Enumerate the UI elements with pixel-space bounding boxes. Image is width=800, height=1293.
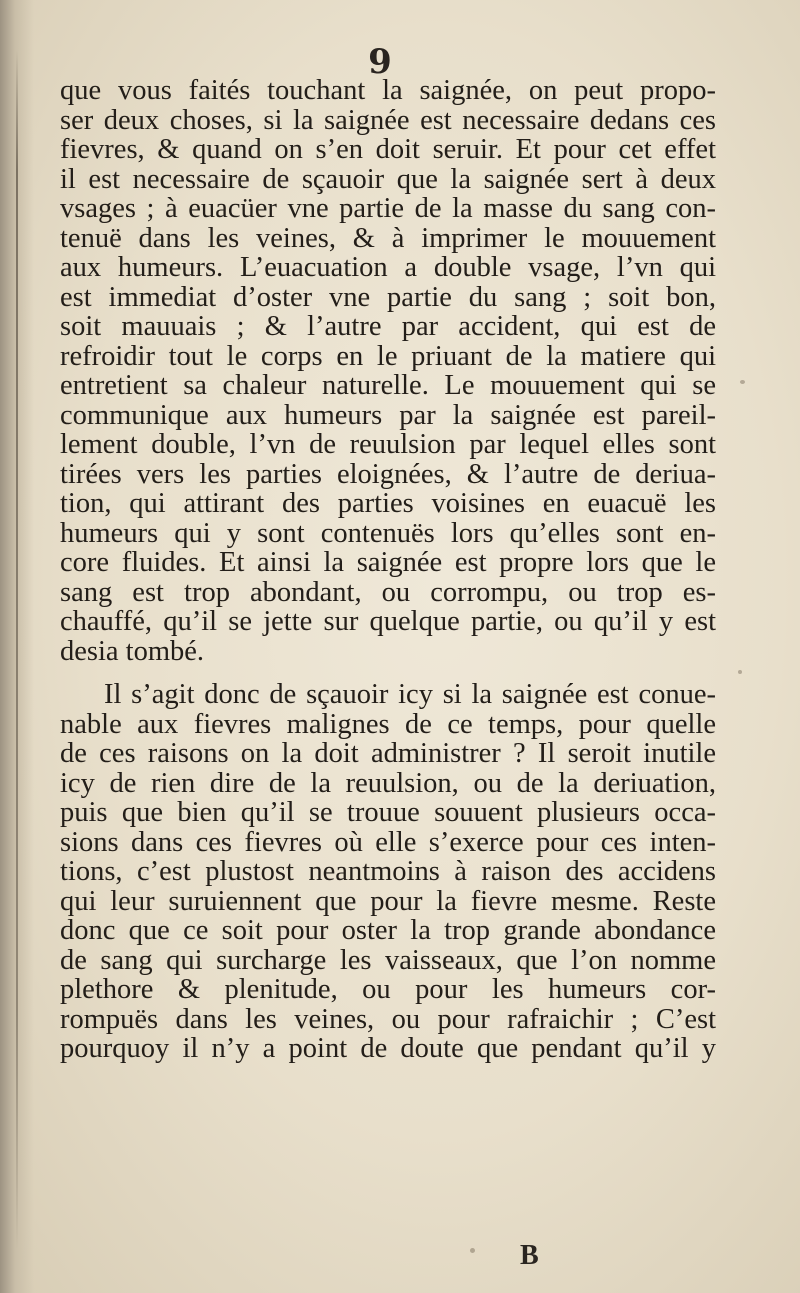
text-line: sang est trop abondant, ou corrompu, ou trop es- (60, 576, 716, 608)
page-number: 9 (368, 42, 392, 82)
text-line: lement double, l’vn de reuulsion par lequel elles sont (60, 429, 716, 460)
text-line: qui leur suruiennent que pour la fievre mesme. Reste (60, 885, 716, 917)
text-line: il est necessaire de sçauoir que la saignée sert à deux (60, 163, 716, 195)
body-text (60, 76, 716, 1064)
text-line: desia tombé. (60, 635, 205, 667)
text-line: nable aux fievres malignes de ce temps, pour quelle (60, 708, 716, 740)
text-line: ser deux choses, si la saignée est necessaire dedans ces (60, 104, 716, 136)
paper-speck (470, 1248, 475, 1253)
text-line: plethore & plenitude, ou pour les humeurs cor- (60, 974, 716, 1005)
text-line: communique aux humeurs par la saignée est pareil- (60, 399, 716, 431)
text-line: que vous faités touchant la saignée, on peut propo- (60, 75, 716, 106)
text-line: vsages ; à euacüer vne partie de la masse du sang con- (60, 193, 716, 224)
text-line: pourquoy il n’y a point de doute que pendant qu’il y (60, 1033, 716, 1064)
paragraph-2 (60, 680, 716, 1064)
text-line: de sang qui surcharge les vaisseaux, que l’on nomme (60, 944, 716, 976)
text-line: chauffé, qu’il se jette sur quelque partie, ou qu’il y est (60, 606, 716, 637)
text-line: puis que bien qu’il se trouue souuent plusieurs occa- (60, 797, 716, 828)
signature-mark: B (520, 1240, 539, 1271)
text-line: tions, c’est plustost neantmoins à raison des accidens (60, 856, 716, 887)
paper-speck (740, 380, 745, 384)
text-line: fievres, & quand on s’en doit seruir. Et pour cet effet (60, 134, 716, 165)
text-line: core fluides. Et ainsi la saignée est propre lors que le (60, 547, 716, 578)
text-line: Il s’agit donc de sçauoir icy si la saignée est conue- (104, 679, 716, 710)
text-line: refroidir tout le corps en le priuant de la matiere qui (60, 340, 716, 372)
text-line: sions dans ces fievres où elle s’exerce pour ces inten- (60, 826, 716, 858)
text-line: rompuës dans les veines, ou pour rafraichir ; C’est (60, 1003, 716, 1035)
paragraph-1 (60, 76, 716, 666)
text-line: entretient sa chaleur naturelle. Le mouuement qui se (60, 370, 716, 401)
text-line: icy de rien dire de la reuulsion, ou de la deriuation, (60, 767, 716, 799)
binding-edge (16, 50, 18, 1250)
text-line: humeurs qui y sont contenuës lors qu’elles sont en- (60, 517, 716, 549)
paper-speck (738, 670, 742, 674)
text-line: tenuë dans les veines, & à imprimer le mouuement (60, 222, 716, 254)
text-line: tirées vers les parties eloignées, & l’autre de deriua- (60, 458, 716, 490)
text-line: soit mauuais ; & l’autre par accident, qui est de (60, 311, 716, 342)
text-line: donc que ce soit pour oster la trop grande abondance (60, 915, 716, 946)
text-line: de ces raisons on la doit administrer ? Il seroit inutile (60, 738, 716, 769)
text-line: est immediat d’oster vne partie du sang ; soit bon, (60, 281, 716, 313)
text-line: tion, qui attirant des parties voisines en euacuë les (60, 488, 716, 519)
text-line: aux humeurs. L’euacuation a double vsage, l’vn qui (60, 252, 716, 283)
paragraph-gap (60, 666, 716, 680)
